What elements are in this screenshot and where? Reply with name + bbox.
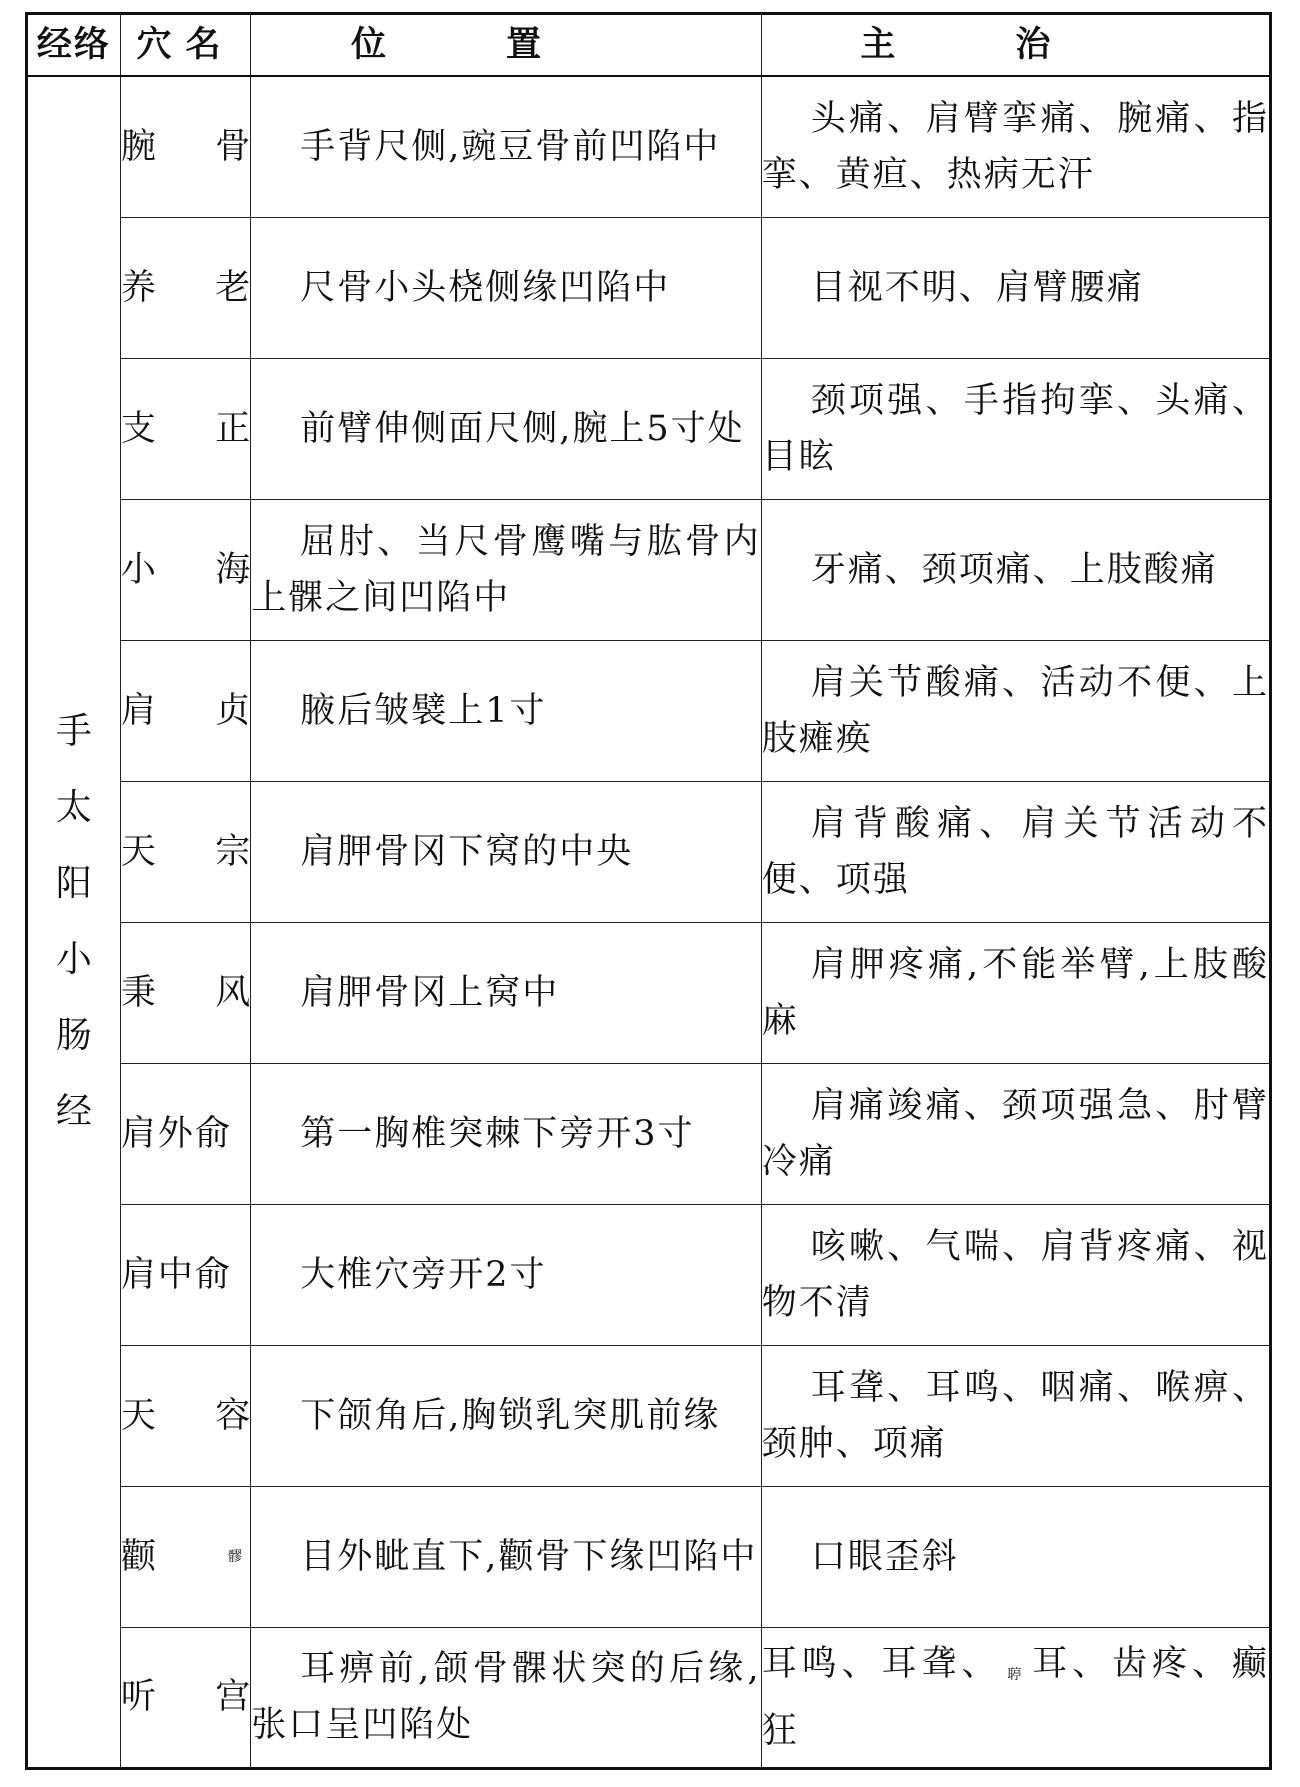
point-name [121,1346,250,1486]
acupoint-table [25,12,1272,1770]
indication-note: 聤 [1007,1666,1027,1683]
table-row [27,1627,1271,1768]
point-name-char: 天 [120,1395,156,1436]
indication-cell: 目视不明、肩臂腰痛 [761,217,1270,358]
point-name-char: 骨 [215,126,251,167]
indication-cell [761,1627,1270,1768]
point-name-cell [120,640,250,781]
point-name: 肩中俞 [120,1254,232,1295]
indication-part-a: 耳鸣、耳聋、 [761,1643,1002,1684]
indication-cell: 肩痛竣痛、颈项强急、肘臂冷痛 [761,1063,1270,1204]
table-row [27,1486,1271,1627]
table-row [27,217,1271,358]
point-name-cell [120,1345,250,1486]
point-name-char: 老 [215,267,251,308]
point-name-cell [120,1627,250,1768]
meridian-cell [27,76,121,1768]
point-name-char: 宗 [215,831,251,872]
location-cell: 下颌角后,胸锁乳突肌前缘 [251,1345,761,1486]
point-name-char: 风 [215,972,251,1013]
location-cell: 手背尺侧,豌豆骨前凹陷中 [251,76,761,217]
indication-part-b: 耳、齿疼、癫狂 [761,1643,1269,1751]
indication-cell: 咳嗽、气喘、肩背疼痛、视物不清 [761,1204,1270,1345]
table-row [27,76,1271,217]
indication-cell: 牙痛、颈项痛、上肢酸痛 [761,499,1270,640]
header-meridian: 经络 [27,14,121,77]
location-cell: 第一胸椎突棘下旁开3寸 [251,1063,761,1204]
table-row [27,1204,1271,1345]
table-row [27,1063,1271,1204]
point-name-char: 肩 [120,690,156,731]
indication-cell: 耳聋、耳鸣、咽痛、喉痹、颈肿、项痛 [761,1345,1270,1486]
location-cell: 前臂伸侧面尺侧,腕上5寸处 [251,358,761,499]
point-name-cell [120,217,250,358]
header-row [27,14,1271,77]
point-name-note: 髎 [227,1548,244,1565]
location-cell: 腋后皱襞上1寸 [251,640,761,781]
meridian-label: 手太阳小肠经 [55,710,92,1132]
point-name-cell [120,781,250,922]
point-name [121,923,250,1063]
point-name [121,218,250,358]
point-name-cell [120,1063,250,1204]
table-row [27,358,1271,499]
point-name-cell [120,1486,250,1627]
header-indication: 主治 [761,14,1270,77]
point-name-char: 正 [215,408,251,449]
point-name-cell [120,1204,250,1345]
location-cell: 尺骨小头桡侧缘凹陷中 [251,217,761,358]
location-cell: 目外眦直下,颧骨下缘凹陷中 [251,1486,761,1627]
point-name [121,641,250,781]
table-row [27,499,1271,640]
point-name-char: 海 [215,549,251,590]
point-name [121,77,250,217]
point-name [121,782,250,922]
location-cell: 大椎穴旁开2寸 [251,1204,761,1345]
point-name-cell [120,922,250,1063]
point-name-char: 容 [215,1395,251,1436]
point-name-char: 宫 [215,1677,251,1717]
point-name-char: 支 [120,408,156,449]
point-name-main: 颧 [120,1536,158,1577]
point-name-char: 听 [120,1677,156,1717]
point-name-char: 养 [120,267,156,308]
indication-cell: 肩关节酸痛、活动不便、上肢瘫痪 [761,640,1270,781]
location-cell: 肩胛骨冈下窝的中央 [251,781,761,922]
point-name-char: 小 [120,549,156,590]
indication-cell: 颈项强、手指拘挛、头痛、目眩 [761,358,1270,499]
point-name-cell [120,76,250,217]
indication-cell: 肩胛疼痛,不能举臂,上肢酸麻 [761,922,1270,1063]
point-name-char: 天 [120,831,156,872]
location-cell: 屈肘、当尺骨鹰嘴与肱骨内上髁之间凹陷中 [251,499,761,640]
location-cell: 肩胛骨冈上窝中 [251,922,761,1063]
header-location: 位置 [251,14,761,77]
header-point-name: 穴名 [120,14,250,77]
point-name-char: 贞 [215,690,251,731]
indication-cell: 头痛、肩臂挛痛、腕痛、指挛、黄疸、热病无汗 [761,76,1270,217]
indication-cell: 口眼歪斜 [761,1486,1270,1627]
point-name-char: 腕 [120,126,156,167]
table-row [27,922,1271,1063]
point-name [121,1628,250,1767]
point-name [121,359,250,499]
point-name-char: 秉 [120,972,156,1013]
point-name-cell [120,499,250,640]
point-name: 肩外俞 [120,1113,232,1154]
location-cell: 耳痹前,颌骨髁状突的后缘,张口呈凹陷处 [251,1627,761,1768]
table-row [27,1345,1271,1486]
point-name-cell [120,358,250,499]
table-row [27,781,1271,922]
point-name [121,500,250,640]
table-row [27,640,1271,781]
point-name [121,1487,250,1627]
indication-cell: 肩背酸痛、肩关节活动不便、项强 [761,781,1270,922]
